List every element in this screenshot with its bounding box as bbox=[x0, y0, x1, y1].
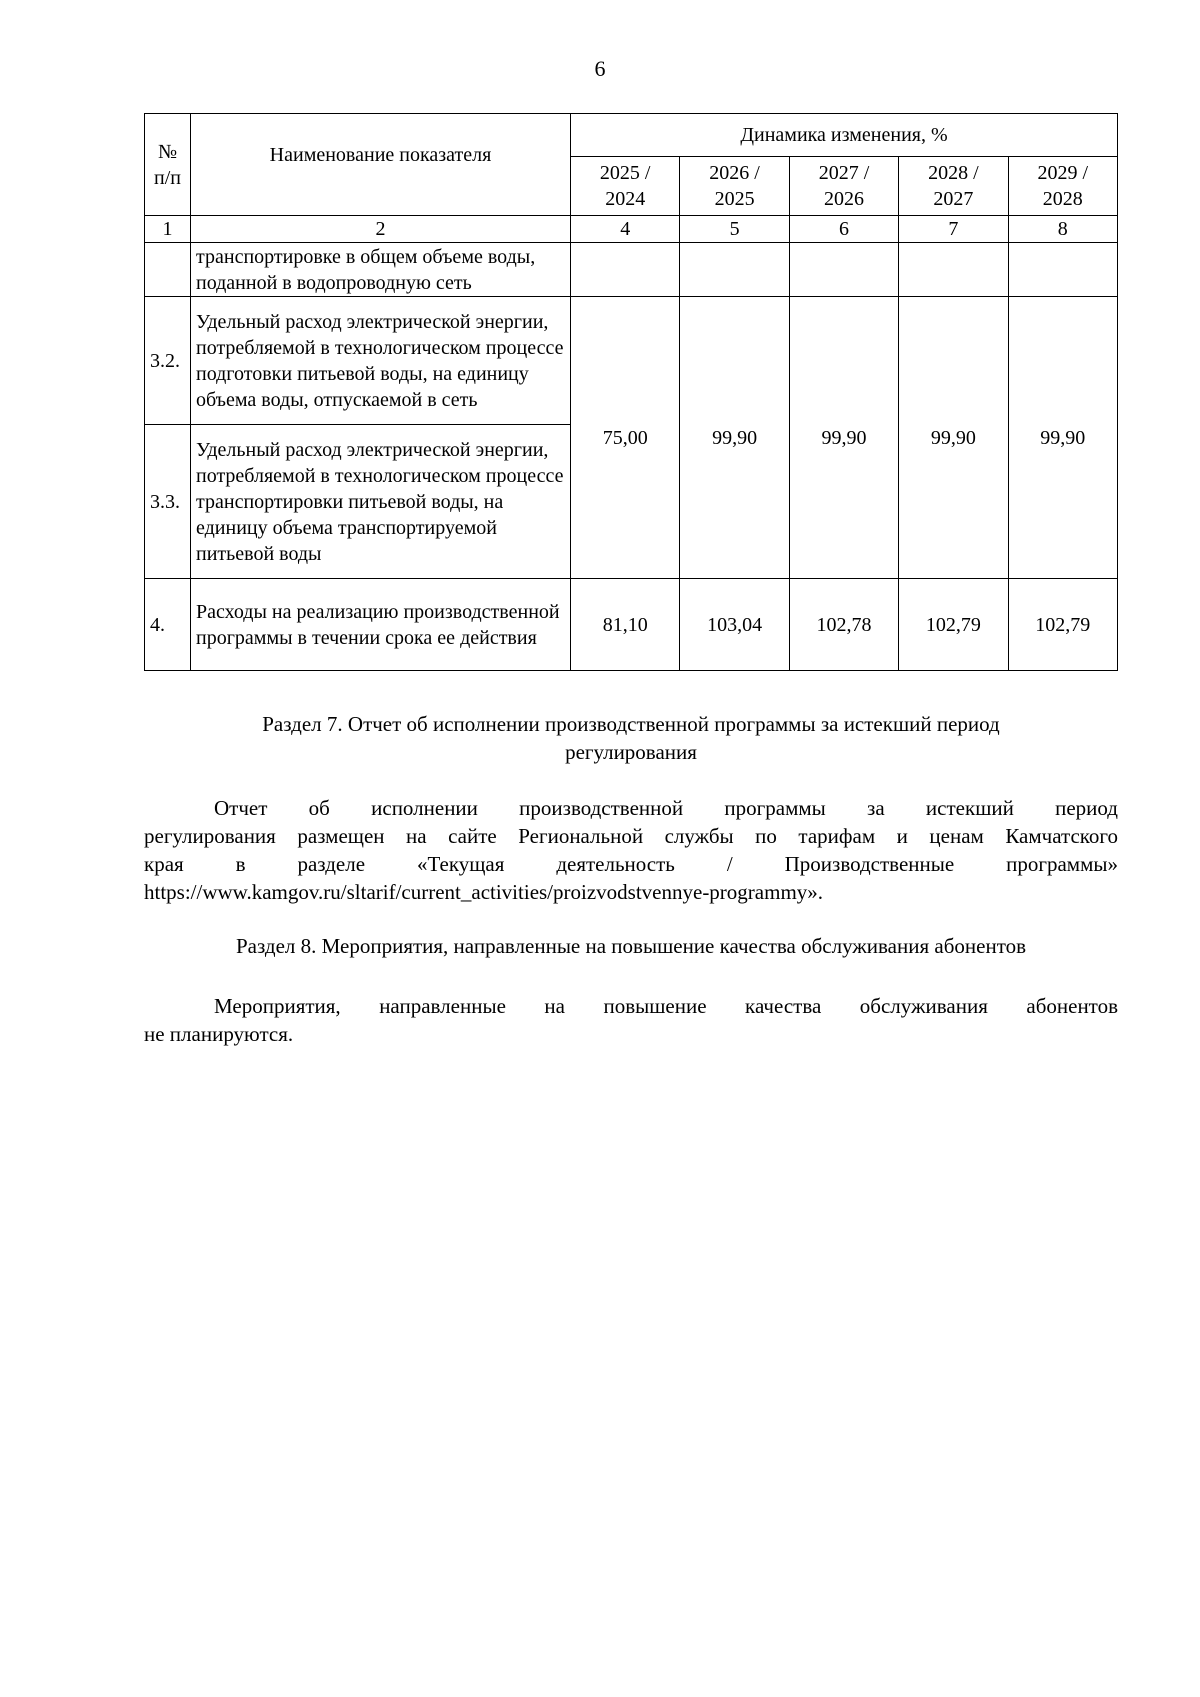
column-index: 1 bbox=[145, 216, 191, 243]
dynamics-header: Динамика изменения, % bbox=[571, 114, 1118, 157]
paragraph-line: Мероприятия, направленные на повышение качества обслуживания абонентов bbox=[214, 994, 1118, 1018]
page-number: 6 bbox=[594, 56, 606, 81]
column-index-row bbox=[145, 216, 1118, 243]
value-cell: 75,00 bbox=[571, 297, 680, 579]
value-cell: 99,90 bbox=[789, 297, 898, 579]
year-header: 2028 / 2027 bbox=[899, 157, 1008, 216]
section-7-heading-line: регулирования bbox=[565, 740, 697, 764]
row-number: 4. bbox=[145, 579, 191, 671]
year-header: 2026 / 2025 bbox=[680, 157, 789, 216]
year-header: 2025 / 2024 bbox=[571, 157, 680, 216]
row-number bbox=[145, 243, 191, 297]
name-column-header: Наименование показателя bbox=[191, 114, 571, 216]
table-row bbox=[145, 243, 1118, 297]
num-column-header: № п/п bbox=[145, 114, 191, 216]
column-index: 5 bbox=[680, 216, 789, 243]
row-number: 3.2. bbox=[145, 297, 191, 425]
column-index: 2 bbox=[191, 216, 571, 243]
indicator-name: транспортировке в общем объеме воды, поданной в водопроводную сеть bbox=[191, 243, 571, 297]
section-8-paragraph bbox=[144, 992, 1118, 1048]
value-cell: 99,90 bbox=[1008, 297, 1117, 579]
value-cell: 81,10 bbox=[571, 579, 680, 671]
section-7-heading bbox=[144, 710, 1118, 766]
year-header: 2027 / 2026 bbox=[789, 157, 898, 216]
section-7-heading-line: Раздел 7. Отчет об исполнении производственной программы за истекший период bbox=[262, 712, 1000, 736]
value-cell: 103,04 bbox=[680, 579, 789, 671]
value-cell: 99,90 bbox=[899, 297, 1008, 579]
value-cell: 102,79 bbox=[899, 579, 1008, 671]
paragraph-line: не планируются. bbox=[144, 1022, 294, 1046]
row-number: 3.3. bbox=[145, 425, 191, 579]
indicator-name: Удельный расход электрической энергии, потребляемой в технологическом процессе транспортировки питьевой воды, на единицу объема транспортируемой питьевой воды bbox=[191, 425, 571, 579]
indicator-name: Удельный расход электрической энергии, потребляемой в технологическом процессе подготовки питьевой воды, на единицу объема воды, отпускаемой в сеть bbox=[191, 297, 571, 425]
paragraph-line: Отчет об исполнении производственной программы за истекший период bbox=[214, 796, 1118, 820]
paragraph-line: регулирования размещен на сайте Региональной службы по тарифам и ценам Камчатского bbox=[144, 824, 1118, 848]
year-header: 2029 / 2028 bbox=[1008, 157, 1117, 216]
indicator-name: Расходы на реализацию производственной программы в течении срока ее действия bbox=[191, 579, 571, 671]
paragraph-line: края в разделе «Текущая деятельность / Производственные программы» bbox=[144, 852, 1118, 876]
table-row bbox=[145, 297, 1118, 425]
column-index: 4 bbox=[571, 216, 680, 243]
column-index: 7 bbox=[899, 216, 1008, 243]
section-8-heading: Раздел 8. Мероприятия, направленные на повышение качества обслуживания абонентов bbox=[235, 934, 1027, 958]
paragraph-line: https://www.kamgov.ru/sltarif/current_activities/proizvodstvennye-programmy». bbox=[144, 880, 824, 904]
column-index: 8 bbox=[1008, 216, 1117, 243]
section-7-paragraph bbox=[144, 794, 1118, 906]
value-cell: 99,90 bbox=[680, 297, 789, 579]
value-cell: 102,78 bbox=[789, 579, 898, 671]
indicators-table bbox=[144, 113, 1118, 671]
column-index: 6 bbox=[789, 216, 898, 243]
table-row bbox=[145, 579, 1118, 671]
table-header-row-1 bbox=[145, 114, 1118, 157]
value-cell: 102,79 bbox=[1008, 579, 1117, 671]
